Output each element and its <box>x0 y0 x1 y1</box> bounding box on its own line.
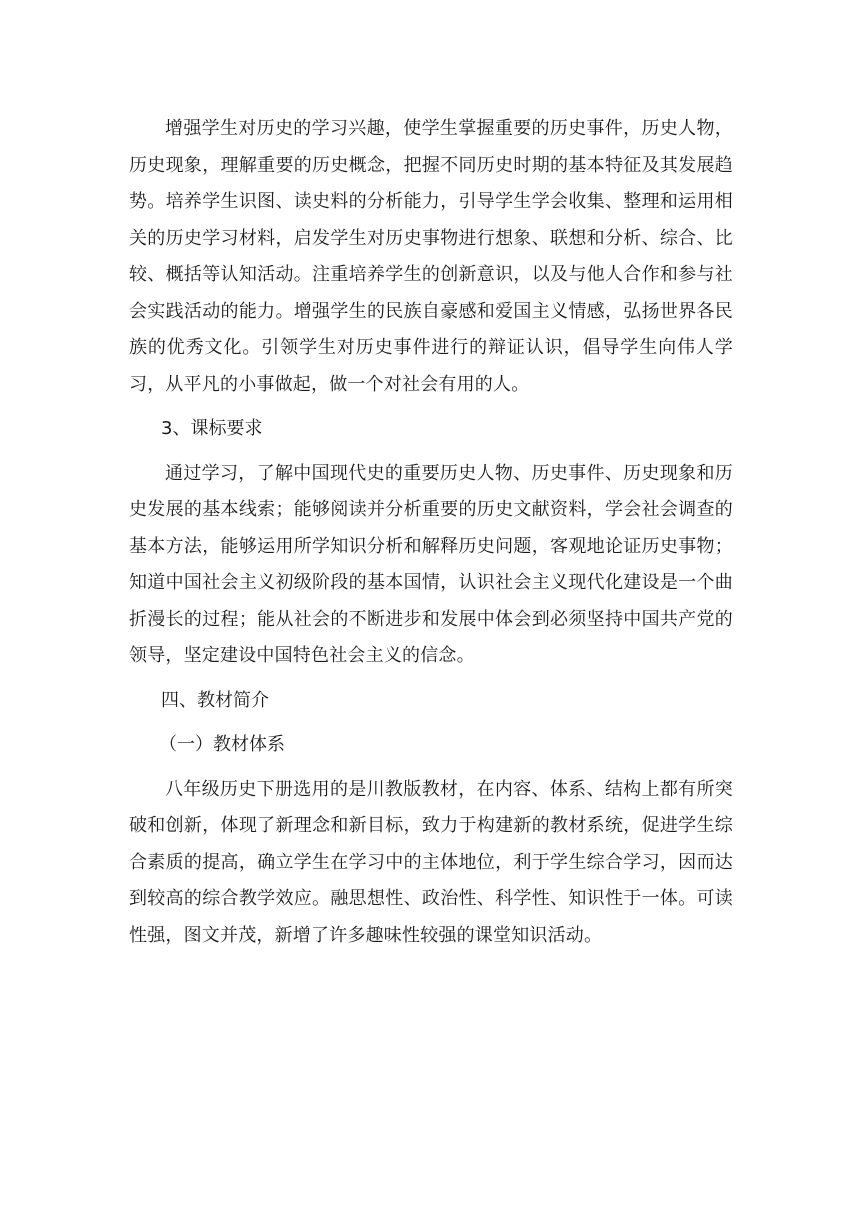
paragraph-learning-goals: 增强学生对历史的学习兴趣，使学生掌握重要的历史事件，历史人物，历史现象，理解重要的历史概念，把握不同历史时期的基本特征及其发展趋势。培养学生识图、读史料的分析能力，引导学生学会收集、整理和运用相关的历史学习材料，启发学生对历史事物进行想象、联想和分析、综合、比较、概括等认知活动。注重培养学生的创新意识，以及与他人合作和参与社会实践活动的能力。增强学生的民族自豪感和爱国主义情感，弘扬世界各民族的优秀文化。引领学生对历史事件进行的辩证认识，倡导学生向伟人学习，从平凡的小事做起，做一个对社会有用的人。 <box>129 118 733 395</box>
heading-textbook-introduction: 四、教材简介 <box>161 689 269 711</box>
document-page <box>129 111 733 954</box>
heading-textbook-system: （一）教材体系 <box>159 734 285 755</box>
paragraph-textbook-system: 八年级历史下册选用的是川教版教材，在内容、体系、结构上都有所突破和创新，体现了新理念和新目标，致力于构建新的教材系统，促进学生综合素质的提高，确立学生在学习中的主体地位，利于学生综合学习，因而达到较高的综合教学效应。融思想性、政治性、科学性、知识性于一体。可读性强，图文并茂，新增了许多趣味性较强的课堂知识活动。 <box>129 778 733 946</box>
paragraph-curriculum-requirements: 通过学习，了解中国现代史的重要历史人物、历史事件、历史现象和历史发展的基本线索；能够阅读并分析重要的历史文献资料，学会社会调查的基本方法，能够运用所学知识分析和解释历史问题，客观地论证历史事物；知道中国社会主义初级阶段的基本国情，认识社会主义现代化建设是一个曲折漫长的过程；能从社会的不断进步和发展中体会到必须坚持中国共产党的领导，坚定建设中国特色社会主义的信念。 <box>129 462 733 666</box>
heading-curriculum-requirements: 3、课标要求 <box>161 418 263 439</box>
